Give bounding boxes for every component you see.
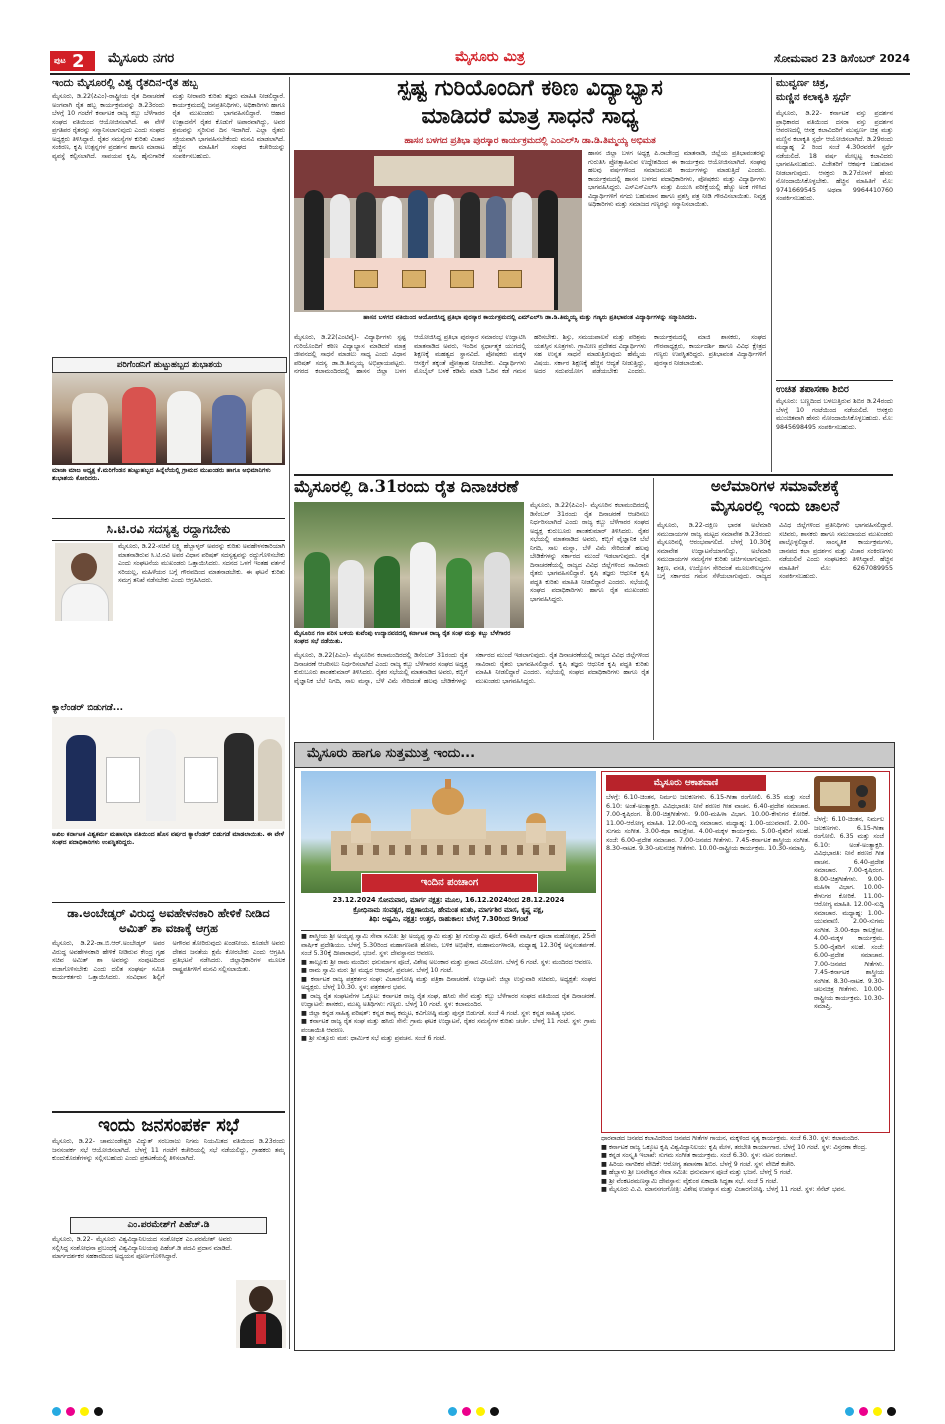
radio-icon <box>814 776 876 812</box>
panchanga-line-3: ತಿಥಿ: ಅಷ್ಟಮಿ, ನಕ್ಷತ್ರ: ಉತ್ತರ, ರಾಹುಕಾಲ: ಬೆಳಗ್ಗೆ 7.30ರಿಂದ 9ಗಂಟೆ <box>369 915 528 923</box>
events-list-continued: ಧಾರವಾಡದ ಜನಪದ ಕಲಾವಿದರಿಂದ ಜನಪದ ಗೀತೆಗಳ ಗಾಯನ, ಮಕ್ಕಳಿಂದ ನೃತ್ಯ ಕಾರ್ಯಕ್ರಮ. ಸಂಜೆ 6.30. ಸ್ಥಳ: ಕಲಾಮಂದಿರ. ■ ಕರ್ನಾಟಕ ರಾಜ್ಯ ಒಕ್ಕೂಟ ಕೃಷಿ ವಿಶ್ವವಿದ್ಯಾನಿಲಯ: ಕೃಷಿ ಮೇಳ, ತರಬೇತಿ ಕಾರ್ಯಾಗಾರ. ಬೆಳಗ್ಗೆ 10 ಗಂಟೆ. ಸ್ಥಳ: ವಿಸ್ತರಣಾ ಕೇಂದ್ರ. ■ ಕನ್ನಡ ಸಂಸ್ಕೃತಿ ಇಲಾಖೆ: ಸುಗಮ ಸಂಗೀತ ಕಾರ್ಯಕ್ರಮ. ಸಂಜೆ 6.30. ಸ್ಥಳ: ನಟನ ರಂಗಶಾಲೆ. ■ ಹಿರಿಯ ನಾಗರಿಕರ ವೇದಿಕೆ: ಆರೋಗ್ಯ ತಪಾಸಣಾ ಶಿಬಿರ. ಬೆಳಗ್ಗೆ 9 ಗಂಟೆ. ಸ್ಥಳ: ವೇದಿಕೆ ಕಚೇರಿ. ■ ಹೆಬ್ಬಾಳು ಶ್ರೀ ಬಸವೇಶ್ವರ ಸೇವಾ ಸಮಿತಿ: ಧನುರ್ಮಾಸ ಪೂಜೆ ಮತ್ತು ಭಜನೆ. ಬೆಳಗ್ಗೆ 5 ಗಂಟೆ. ■ ಶ್ರೀ ವೆಂಕಟರಮಣಸ್ವಾಮಿ ದೇವಸ್ಥಾನ: ವೈಕುಂಠ ಏಕಾದಶಿ ಸಿದ್ಧತಾ ಸಭೆ. ಸಂಜೆ 5 ಗಂಟೆ. ■ ಮೈಸೂರು ವಿ.ವಿ. ಮಾನಸಗಂಗೋತ್ರಿ: ವಿಶೇಷ ಉಪನ್ಯಾಸ ಮತ್ತು ವಿಚಾರಗೋಷ್ಠಿ. ಬೆಳಗ್ಗೆ 11 ಗಂಟೆ. ಸ್ಥಳ: ಸೆನೆಟ್ ಭವನ. <box>601 1135 868 1193</box>
phd-body: ಮೈಸೂರು, ಡಿ.22- ಮೈಸೂರು ವಿಶ್ವವಿದ್ಯಾನಿಲಯದ ಸಂಶೋಧಕ ಎಂ.ಪರಮೇಶ್ ಅವರು ಸಲ್ಲಿಸಿದ್ದ ಸಂಶೋಧನಾ ಪ್ರಬಂಧಕ್ಕೆ ವಿಶ್ವವಿದ್ಯಾನಿಲಯವು ಪಿಹೆಚ್.ಡಿ ಪದವಿ ಪ್ರದಾನ ಮಾಡಿದೆ. ಮಾರ್ಗದರ್ಶಕರ ಸಹಕಾರದಿಂದ ಅಧ್ಯಯನ ಪೂರ್ಣಗೊಳಿಸಿದ್ದಾರೆ. <box>52 1236 232 1260</box>
alemari-headline-line2: ಮೈಸೂರಲ್ಲಿ ಇಂದು ಚಾಲನೆ <box>710 497 840 515</box>
calendar-caption: ಅಖಿಲ ಕರ್ನಾಟಕ ವಿಶ್ವಕರ್ಮ ಮಹಾಸಭಾ ವತಿಯಿಂದ ಹೊಸ ವರ್ಷದ ಕ್ಯಾಲೆಂಡರ್ ಬಿಡುಗಡೆ ಮಾಡಲಾಯಿತು. ಈ ವೇಳೆ ಸಂಘದ ಪದಾಧಿಕಾರಿಗಳು ಉಪಸ್ಥಿತರಿದ್ದರು. <box>52 831 285 846</box>
reg-dot-magenta-2 <box>462 1407 471 1416</box>
farmers-photo <box>294 502 524 628</box>
birthday-photo <box>52 373 285 465</box>
calendar-photo <box>52 717 285 829</box>
muvvarna-headline-line2: ಮಣ್ಣಿನ ಕಲಾಕೃತಿ ಸ್ಪರ್ಧೆ <box>776 92 851 103</box>
panchanga-line-1: 23.12.2024 ಸೋಮವಾರ, ಮಾರ್ಗ ನಕ್ಷತ್ರ: ಮೂಲ, 16.12.2024ರಿಂದ 28.12.2024 <box>332 896 565 904</box>
events-title: ಮೈಸೂರು ಹಾಗೂ ಸುತ್ತಮುತ್ತ ಇಂದು... <box>307 746 476 761</box>
birthday-caption: ಮಾಜಾ ಮಾಜ ಅಧ್ಯಕ್ಷ ಕೆ.ಮರಿಗೆಂಡನ ಹುಟ್ಟುಹಬ್ಬದ ಹಿನ್ನೆಲೆಯಲ್ಲಿ ಗ್ರಾಮದ ಮುಖಂಡರು ಹಾಗೂ ಅಭಿಮಾನಿಗಳು ಶುಭಾಶಯ ಕೋರಿದರು. <box>52 467 271 482</box>
muvvarna-headline-line1: ಮುವ್ವರ್ಣ ಚಿತ್ರ, <box>776 78 829 89</box>
farmers-body-side: ಮೈಸೂರು, ಡಿ.22(ಪಿಎಂ)- ಮೈಸೂರಿನ ಕಲಾಮಂದಿರದಲ್ಲಿ ಡಿಸೆಂಬರ್ 31ರಂದು ರೈತ ದಿನಾಚರಣೆ ಆಚರಿಸಲು ನಿರ್ಧರಿಸಲಾಗಿದೆ ಎಂದು ರಾಜ್ಯ ಕಬ್ಬು ಬೆಳೆಗಾರರ ಸಂಘದ ಅಧ್ಯಕ್ಷ ಕುರುಬೂರು ಶಾಂತಕುಮಾರ್ ತಿಳಿಸಿದರು. ರೈತರ ಸಭೆಯಲ್ಲಿ ಮಾತನಾಡಿದ ಅವರು, ಕಬ್ಬಿಗೆ ವೈಜ್ಞಾನಿಕ ಬೆಲೆ ನಿಗದಿ, ಸಾಲ ಮನ್ನಾ, ಬೆಳೆ ವಿಮೆ ಸೇರಿದಂತೆ ಹಲವು ಬೇಡಿಕೆಗಳನ್ನು ಸರ್ಕಾರದ ಮುಂದೆ ಇಡಲಾಗುವುದು. ರೈತ ದಿನಾಚರಣೆಯಲ್ಲಿ ರಾಜ್ಯದ ವಿವಿಧ ಜಿಲ್ಲೆಗಳಿಂದ ಸಾವಿರಾರು ರೈತರು ಭಾಗವಹಿಸಲಿದ್ದಾರೆ. ಕೃಷಿ ತಜ್ಞರು ಆಧುನಿಕ ಕೃಷಿ ಪದ್ಧತಿ ಕುರಿತು ಮಾಹಿತಿ ನೀಡಲಿದ್ದಾರೆ ಎಂದರು. ಸಭೆಯಲ್ಲಿ ಸಂಘದ ಪದಾಧಿಕಾರಿಗಳು ಹಾಗೂ ರೈತ ಮುಖಂಡರು ಭಾಗವಹಿಸಿದ್ದರು. <box>530 502 649 603</box>
reg-dot-black <box>94 1407 103 1416</box>
reg-dot-black-3 <box>887 1407 896 1416</box>
farmers-headline: ಮೈಸೂರಲ್ಲಿ ಡಿ.31ರಂದು ರೈತ ದಿನಾಚರಣೆ <box>294 477 519 496</box>
reg-dot-magenta-3 <box>859 1407 868 1416</box>
radio-schedule: ಬೆಳಗ್ಗೆ: 6.10-ಚಿಂತನ, ನಿರ್ಮಲ ಜಲಕಣಗಳು. 6.15-ಗೀತಾ ರಂಗೋಲಿ. 6.35 ಮತ್ತು ಸಂಜೆ 6.10: ಅಂತೆ-ಅಂತ್ಯಾಕ್ಷರಿ. ವಿವಿಧಭಾರತಿ: ನೀನೆ ಶರಣರ ಗೀತ ವಾಚನ. 6.40-ಪ್ರದೇಶ ಸಮಾಚಾರ. 7.00-ಕೃಷಿರಂಗ. 8.00-ಚಿತ್ರಗೀತೆಗಳು. 9.00-ಮಹಿಳಾ ವಿಭಾಗ. 10.00-ಕೇಳುಗರ ಕೋರಿಕೆ. 11.00-ಆರೋಗ್ಯ ಮಾಹಿತಿ. 12.00-ಸುದ್ದಿ ಸಮಾಚಾರ. ಮಧ್ಯಾಹ್ನ: 1.00-ಯುವವಾಣಿ. 2.00-ಸುಗಮ ಸಂಗೀತ. 3.00-ಕಥಾ ಕಾಲಕ್ಷೇಪ. 4.00-ಮಕ್ಕಳ ಕಾರ್ಯಕ್ರಮ. 5.00-ರೈತರಿಗೆ ಸಲಹೆ. ಸಂಜೆ: 6.00-ಪ್ರದೇಶ ಸಮಾಚಾರ. 7.00-ಜನಪದ ಗೀತೆಗಳು. 7.45-ಕರ್ನಾಟಕ ಶಾಸ್ತ್ರೀಯ ಸಂಗೀತ. 8.30-ನಾಟಕ. 9.30-ಚಲನಚಿತ್ರ ಗೀತೆಗಳು. 10.00-ರಾಷ್ಟ್ರೀಯ ಕಾರ್ಯಕ್ರಮ. 10.30-ಸಮಾಪ್ತಿ. <box>606 794 810 852</box>
ctravi-body: ಮೈಸೂರು, ಡಿ.22-ಸಚಿವೆ ಲಕ್ಷ್ಮಿ ಹೆಬ್ಬಾಳ್ಕರ್ ಅವರನ್ನು ಕುರಿತು ಅವಹೇಳನಕಾರಿಯಾಗಿ ಮಾತನಾಡಿರುವ ಸಿ.ಟಿ.ರವಿ ಅವರ ವಿಧಾನ ಪರಿಷತ್ ಸದಸ್ಯತ್ವವನ್ನು ರದ್ದುಗೊಳಿಸಬೇಕು ಎಂದು ಸಂಘಟನೆಯ ಮುಖಂಡರು ಒತ್ತಾಯಿಸಿದರು. ಸದನದ ಒಳಗೆ ಇಂತಹ ವರ್ತನೆ ಸರಿಯಲ್ಲ, ಮಹಿಳೆಯರ ಬಗ್ಗೆ ಗೌರವದಿಂದ ಮಾತನಾಡಬೇಕು. ಈ ಘಟನೆ ಕುರಿತು ಸಮಗ್ರ ತನಿಖೆ ನಡೆಸಬೇಕು ಎಂದು ಆಗ್ರಹಿಸಿದರು. <box>118 543 285 584</box>
issue-date: ಸೋಮವಾರ 23 ಡಿಸೆಂಬರ್ 2024 <box>773 52 910 65</box>
panchanga-details <box>301 896 596 931</box>
page-number: 2 <box>72 51 85 72</box>
palace-photo <box>301 771 596 893</box>
camp-body: ಮೈಸೂರು: ಬಣ್ಣದಿಂದ ಬಳಲುತ್ತಿರುವ ಶಿಬಿರ ಡಿ.24ರಂದು ಬೆಳಗ್ಗೆ 10 ಗಂಟೆಯಿಂದ ನಡೆಯಲಿದೆ. ಆಸಕ್ತರು ಮುಂಚಿತವಾಗಿ ಹೆಸರು ನೋಂದಾಯಿಸಿಕೊಳ್ಳಬಹುದು. ಮೊ: 9845698495 ಸಂಪರ್ಕಿಸಬಹುದು. <box>776 398 893 431</box>
panchanga-title: ಇಂದಿನ ಪಂಚಾಂಗ <box>361 873 538 893</box>
farmers-caption: ಮೈಸೂರಿನ ಗಣ ಪರಿಸ ಬಳಿಯ ಕುವೆಂಪು ಉದ್ಯಾನವನದಲ್ಲಿ ಕರ್ನಾಟಕ ರಾಜ್ಯ ರೈತ ಸಂಘ ಮತ್ತು ಕಬ್ಬು ಬೆಳೆಗಾರರ ಸಂಘದ ಸಭೆ ನಡೆಯಿತು. <box>294 630 511 645</box>
section-name: ಮೈಸೂರು ನಗರ <box>108 51 175 66</box>
panchanga-line-2: ಕ್ರೋಧಿನಾಮ ಸಂವತ್ಸರ, ದಕ್ಷಿಣಾಯನ, ಹೇಮಂತ ಋತು, ಮಾರ್ಗಶಿರ ಮಾಸ, ಕೃಷ್ಣ ಪಕ್ಷ, <box>353 905 544 914</box>
left-lead-body: ಮೈಸೂರು, ಡಿ.22(ಪಿಎಂ)-ರಾಷ್ಟ್ರೀಯ ರೈತ ದಿನಾಚರಣೆ ಅಂಗವಾಗಿ ರೈತ ಹಬ್ಬ ಕಾರ್ಯಕ್ರಮವನ್ನು ಡಿ.23ರಂದು ಬೆಳಗ್ಗೆ 10 ಗಂಟೆಗೆ ಕರ್ನಾಟಕ ರಾಜ್ಯ ಕಬ್ಬು ಬೆಳೆಗಾರರ ಸಂಘದ ವತಿಯಿಂದ ಆಯೋಜಿಸಲಾಗಿದೆ. ಈ ವೇಳೆ ಪ್ರಗತಿಪರ ರೈತರನ್ನು ಸನ್ಮಾನಿಸಲಾಗುವುದು ಎಂದು ಸಂಘದ ಅಧ್ಯಕ್ಷರು ತಿಳಿಸಿದ್ದಾರೆ. ರೈತರ ಸಮಸ್ಯೆಗಳ ಕುರಿತು ವಿಚಾರ ಸಂಕಿರಣ, ಕೃಷಿ ಉತ್ಪನ್ನಗಳ ಪ್ರದರ್ಶನ ಹಾಗೂ ಮಾರಾಟ ವ್ಯವಸ್ಥೆ ಕಲ್ಪಿಸಲಾಗಿದೆ. ಸಾವಯವ ಕೃಷಿ, ಹೈನುಗಾರಿಕೆ ಮತ್ತು ನೀರಾವರಿ ಕುರಿತು ತಜ್ಞರು ಮಾಹಿತಿ ನೀಡಲಿದ್ದಾರೆ. ಕಾರ್ಯಕ್ರಮದಲ್ಲಿ ಜನಪ್ರತಿನಿಧಿಗಳು, ಅಧಿಕಾರಿಗಳು ಹಾಗೂ ರೈತ ಮುಖಂಡರು ಭಾಗವಹಿಸಲಿದ್ದಾರೆ. ಆಹಾರ ಉತ್ಪಾದನೆಗೆ ರೈತರ ಕೊಡುಗೆ ಅಪಾರವಾಗಿದ್ದು, ಅವರ ಶ್ರಮವನ್ನು ಸ್ಮರಿಸುವ ದಿನ ಇದಾಗಿದೆ. ಎಲ್ಲಾ ರೈತರು ಸಕ್ರಿಯವಾಗಿ ಭಾಗವಹಿಸಬೇಕೆಂದು ಮನವಿ ಮಾಡಲಾಗಿದೆ. ಹೆಚ್ಚಿನ ಮಾಹಿತಿಗೆ ಸಂಘದ ಕಚೇರಿಯನ್ನು ಸಂಪರ್ಕಿಸಬಹುದು. <box>52 93 285 160</box>
camp-headline: ಉಚಿತ ತಪಾಸಣಾ ಶಿಬಿರ <box>776 380 893 395</box>
reg-dot-yellow-2 <box>476 1407 485 1416</box>
lead-photo <box>294 150 582 312</box>
reg-dot-cyan <box>52 1407 61 1416</box>
masthead: ಮೈಸೂರು ಮಿತ್ರ <box>455 49 525 65</box>
reg-dot-cyan-3 <box>845 1407 854 1416</box>
farmers-body: ಮೈಸೂರು, ಡಿ.22(ಪಿಎಂ)- ಮೈಸೂರಿನ ಕಲಾಮಂದಿರದಲ್ಲಿ ಡಿಸೆಂಬರ್ 31ರಂದು ರೈತ ದಿನಾಚರಣೆ ಆಚರಿಸಲು ನಿರ್ಧರಿಸಲಾಗಿದೆ ಎಂದು ರಾಜ್ಯ ಕಬ್ಬು ಬೆಳೆಗಾರರ ಸಂಘದ ಅಧ್ಯಕ್ಷ ಕುರುಬೂರು ಶಾಂತಕುಮಾರ್ ತಿಳಿಸಿದರು. ರೈತರ ಸಭೆಯಲ್ಲಿ ಮಾತನಾಡಿದ ಅವರು, ಕಬ್ಬಿಗೆ ವೈಜ್ಞಾನಿಕ ಬೆಲೆ ನಿಗದಿ, ಸಾಲ ಮನ್ನಾ, ಬೆಳೆ ವಿಮೆ ಸೇರಿದಂತೆ ಹಲವು ಬೇಡಿಕೆಗಳನ್ನು ಸರ್ಕಾರದ ಮುಂದೆ ಇಡಲಾಗುವುದು. ರೈತ ದಿನಾಚರಣೆಯಲ್ಲಿ ರಾಜ್ಯದ ವಿವಿಧ ಜಿಲ್ಲೆಗಳಿಂದ ಸಾವಿರಾರು ರೈತರು ಭಾಗವಹಿಸಲಿದ್ದಾರೆ. ಕೃಷಿ ತಜ್ಞರು ಆಧುನಿಕ ಕೃಷಿ ಪದ್ಧತಿ ಕುರಿತು ಮಾಹಿತಿ ನೀಡಲಿದ್ದಾರೆ ಎಂದರು. ಸಭೆಯಲ್ಲಿ ಸಂಘದ ಪದಾಧಿಕಾರಿಗಳು ಹಾಗೂ ರೈತ ಮುಖಂಡರು ಭಾಗವಹಿಸಿದ್ದರು. <box>294 652 649 685</box>
lead-headline-line1: ಸ್ಪಷ್ಟ ಗುರಿಯೊಂದಿಗೆ ಕಠಿಣ ವಿದ್ಯಾಭ್ಯಾಸ <box>397 75 663 101</box>
ambedkar-headline: ಡಾ.ಅಂಬೇಡ್ಕರ್ ವಿರುದ್ಧ ಅವಹೇಳನಕಾರಿ ಹೇಳಿಕೆ ನೀಡಿದ ಅಮಿತ್ ಶಾ ವಜಾಕ್ಕೆ ಆಗ್ರಹ <box>52 902 285 936</box>
janasampark-body: ಮೈಸೂರು, ಡಿ.22- ಚಾಮುಂಡೇಶ್ವರಿ ವಿದ್ಯುತ್ ಸರಬರಾಜು ನಿಗಮ ನಿಯಮಿತದ ವತಿಯಿಂದ ಡಿ.23ರಂದು ಜನಸಂಪರ್ಕ ಸಭೆ ಆಯೋಜಿಸಲಾಗಿದೆ. ಬೆಳಗ್ಗೆ 11 ಗಂಟೆಗೆ ಕಚೇರಿಯಲ್ಲಿ ಸಭೆ ನಡೆಯಲಿದ್ದು, ಗ್ರಾಹಕರು ತಮ್ಮ ಕುಂದುಕೊರತೆಗಳನ್ನು ಸಲ್ಲಿಸಬಹುದು ಎಂದು ಪ್ರಕಟಣೆಯಲ್ಲಿ ತಿಳಿಸಲಾಗಿದೆ. <box>52 1138 285 1162</box>
phd-headline: ಎಂ.ಪರಮೇಶ್‌ಗೆ ಪಿಹೆಚ್.ಡಿ <box>70 1217 267 1234</box>
alemari-body: ಮೈಸೂರು, ಡಿ.22-ದಕ್ಷಿಣ ಭಾರತ ಅಲೆಮಾರಿ ಸಮುದಾಯಗಳ ರಾಜ್ಯ ಮಟ್ಟದ ಸಮಾವೇಶ ಡಿ.23ರಂದು ಮೈಸೂರಿನಲ್ಲಿ ಆರಂಭವಾಗಲಿದೆ. ಬೆಳಗ್ಗೆ 10.30ಕ್ಕೆ ಸಮಾವೇಶ ಉದ್ಘಾಟನೆಯಾಗಲಿದ್ದು, ಅಲೆಮಾರಿ ಸಮುದಾಯಗಳ ಸಮಸ್ಯೆಗಳ ಕುರಿತು ಚರ್ಚಿಸಲಾಗುವುದು. ಶಿಕ್ಷಣ, ವಸತಿ, ಉದ್ಯೋಗ ಸೇರಿದಂತೆ ಮೂಲಸೌಲಭ್ಯಗಳ ಬಗ್ಗೆ ಸರ್ಕಾರದ ಗಮನ ಸೆಳೆಯಲಾಗುವುದು. ರಾಜ್ಯದ ವಿವಿಧ ಜಿಲ್ಲೆಗಳಿಂದ ಪ್ರತಿನಿಧಿಗಳು ಭಾಗವಹಿಸಲಿದ್ದಾರೆ. ಸಚಿವರು, ಶಾಸಕರು ಹಾಗೂ ಸಮುದಾಯದ ಮುಖಂಡರು ಪಾಲ್ಗೊಳ್ಳಲಿದ್ದಾರೆ. ಸಾಂಸ್ಕೃತಿಕ ಕಾರ್ಯಕ್ರಮಗಳು, ಜಾನಪದ ಕಲಾ ಪ್ರದರ್ಶನ ಮತ್ತು ವಿಚಾರ ಸಂಕಿರಣಗಳು ನಡೆಯಲಿವೆ ಎಂದು ಸಂಘಟಕರು ತಿಳಿಸಿದ್ದಾರೆ. ಹೆಚ್ಚಿನ ಮಾಹಿತಿಗೆ ಮೊ: 6267089955 ಸಂಪರ್ಕಿಸಬಹುದು. <box>657 522 893 580</box>
reg-dot-black-2 <box>490 1407 499 1416</box>
reg-dot-yellow-3 <box>873 1407 882 1416</box>
reg-dot-cyan-2 <box>448 1407 457 1416</box>
lead-headline-line2: ಮಾಡಿದರೆ ಮಾತ್ರ ಸಾಧನೆ ಸಾಧ್ಯ <box>421 103 639 129</box>
alemari-headline-line1: ಅಲೆಮಾರಿಗಳ ಸಮಾವೇಶಕ್ಕೆ <box>710 477 840 495</box>
reg-dot-yellow <box>80 1407 89 1416</box>
radio-box <box>601 771 890 1133</box>
lead-subheadline: ಹಾಸನ ಬಳಗದ ಪ್ರತಿಭಾ ಪುರಸ್ಕಾರ ಕಾರ್ಯಕ್ರಮದಲ್ಲಿ ಎಂಎಲ್‌ಸಿ ಡಾ.ಡಿ.ತಿಮ್ಮಯ್ಯ ಅಭಿಮತ <box>404 136 656 146</box>
ctravi-portrait <box>55 543 113 621</box>
reg-dot-magenta <box>66 1407 75 1416</box>
lead-body-bottom: ಮೈಸೂರು, ಡಿ.22(ಎಂಟಿವೈ)- ವಿದ್ಯಾರ್ಥಿಗಳು ಸ್ಪಷ್ಟ ಗುರಿಯೊಂದಿಗೆ ಕಠಿಣ ವಿದ್ಯಾಭ್ಯಾಸ ಮಾಡಿದರೆ ಮಾತ್ರ ಜೀವನದಲ್ಲಿ ಸಾಧನೆ ಮಾಡಲು ಸಾಧ್ಯ ಎಂದು ವಿಧಾನ ಪರಿಷತ್ ಸದಸ್ಯ ಡಾ.ಡಿ.ತಿಮ್ಮಯ್ಯ ಅಭಿಪ್ರಾಯಪಟ್ಟರು. ನಗರದ ಕಲಾಮಂದಿರದಲ್ಲಿ ಹಾಸನ ಜಿಲ್ಲಾ ಬಳಗ ಆಯೋಜಿಸಿದ್ದ ಪ್ರತಿಭಾ ಪುರಸ್ಕಾರ ಸಮಾರಂಭ ಉದ್ಘಾಟಿಸಿ ಮಾತನಾಡಿದ ಅವರು, ಇಂದಿನ ಸ್ಪರ್ಧಾತ್ಮಕ ಯುಗದಲ್ಲಿ ಶಿಕ್ಷಣಕ್ಕೆ ಮಹತ್ವದ ಸ್ಥಾನವಿದೆ. ಪೋಷಕರು ಮಕ್ಕಳ ಆಸಕ್ತಿಗೆ ತಕ್ಕಂತೆ ಪ್ರೋತ್ಸಾಹ ನೀಡಬೇಕು. ವಿದ್ಯಾರ್ಥಿಗಳು ಮೊಬೈಲ್ ಬಳಕೆ ಕಡಿಮೆ ಮಾಡಿ ಓದಿನ ಕಡೆ ಗಮನ ಹರಿಸಬೇಕು. ಶಿಸ್ತು, ಸಮಯಪಾಲನೆ ಮತ್ತು ಪರಿಶ್ರಮ ಯಶಸ್ಸಿನ ಸೂತ್ರಗಳು. ಗ್ರಾಮೀಣ ಪ್ರದೇಶದ ವಿದ್ಯಾರ್ಥಿಗಳು ಸಹ ಉನ್ನತ ಸಾಧನೆ ಮಾಡುತ್ತಿರುವುದು ಹೆಮ್ಮೆಯ ವಿಷಯ. ಸರ್ಕಾರ ಶಿಕ್ಷಣಕ್ಕೆ ಹೆಚ್ಚಿನ ಆದ್ಯತೆ ನೀಡುತ್ತಿದ್ದು, ಅದರ ಸದುಪಯೋಗ ಪಡೆಯಬೇಕು ಎಂದರು. ಕಾರ್ಯಕ್ರಮದಲ್ಲಿ ಮಾಜಿ ಶಾಸಕರು, ಸಂಘದ ಗೌರವಾಧ್ಯಕ್ಷರು, ಕಾರ್ಯದರ್ಶಿ ಹಾಗೂ ವಿವಿಧ ಕ್ಷೇತ್ರದ ಗಣ್ಯರು ಉಪಸ್ಥಿತರಿದ್ದರು. ಪ್ರತಿಭಾವಂತ ವಿದ್ಯಾರ್ಥಿಗಳಿಗೆ ಪುರಸ್ಕಾರ ನೀಡಲಾಯಿತು. <box>294 334 766 375</box>
events-title-bar <box>295 743 894 768</box>
birthday-headline: ಪರಿಗೆಂಡನಿಗೆ ಹುಟ್ಟುಹಬ್ಬದ ಶುಭಾಶಯ <box>52 357 287 373</box>
page-label-text: ಪುಟ <box>54 56 66 65</box>
phd-portrait <box>236 1280 286 1348</box>
calendar-headline: ಕ್ಯಾಲೆಂಡರ್ ಬಿಡುಗಡೆ... <box>52 703 124 713</box>
radio-schedule-side: ಬೆಳಗ್ಗೆ: 6.10-ಚಿಂತನ, ನಿರ್ಮಲ ಜಲಕಣಗಳು. 6.15-ಗೀತಾ ರಂಗೋಲಿ. 6.35 ಮತ್ತು ಸಂಜೆ 6.10: ಅಂತೆ-ಅಂತ್ಯಾಕ್ಷರಿ. ವಿವಿಧಭಾರತಿ: ನೀನೆ ಶರಣರ ಗೀತ ವಾಚನ. 6.40-ಪ್ರದೇಶ ಸಮಾಚಾರ. 7.00-ಕೃಷಿರಂಗ. 8.00-ಚಿತ್ರಗೀತೆಗಳು. 9.00-ಮಹಿಳಾ ವಿಭಾಗ. 10.00-ಕೇಳುಗರ ಕೋರಿಕೆ. 11.00-ಆರೋಗ್ಯ ಮಾಹಿತಿ. 12.00-ಸುದ್ದಿ ಸಮಾಚಾರ. ಮಧ್ಯಾಹ್ನ: 1.00-ಯುವವಾಣಿ. 2.00-ಸುಗಮ ಸಂಗೀತ. 3.00-ಕಥಾ ಕಾಲಕ್ಷೇಪ. 4.00-ಮಕ್ಕಳ ಕಾರ್ಯಕ್ರಮ. 5.00-ರೈತರಿಗೆ ಸಲಹೆ. ಸಂಜೆ: 6.00-ಪ್ರದೇಶ ಸಮಾಚಾರ. 7.00-ಜನಪದ ಗೀತೆಗಳು. 7.45-ಕರ್ನಾಟಕ ಶಾಸ್ತ್ರೀಯ ಸಂಗೀತ. 8.30-ನಾಟಕ. 9.30-ಚಲನಚಿತ್ರ ಗೀತೆಗಳು. 10.00-ರಾಷ್ಟ್ರೀಯ ಕಾರ್ಯಕ್ರಮ. 10.30-ಸಮಾಪ್ತಿ. <box>814 816 884 1010</box>
radio-title: ಮೈಸೂರು ಆಕಾಶವಾಣಿ <box>606 775 766 791</box>
page-label <box>50 51 95 71</box>
lead-body-right: ಹಾಸನ ಜಿಲ್ಲಾ ಬಳಗ ಅಧ್ಯಕ್ಷ ಪಿ.ರಾಜೇಂದ್ರ ಮಾತನಾಡಿ, ಜಿಲ್ಲೆಯ ಪ್ರತಿಭಾವಂತರನ್ನು ಗುರುತಿಸಿ ಪ್ರೋತ್ಸಾಹಿಸುವ ಉದ್ದೇಶದಿಂದ ಈ ಕಾರ್ಯಕ್ರಮ ಆಯೋಜಿಸಲಾಗಿದೆ. ಸಂಘವು ಹಲವು ವರ್ಷಗಳಿಂದ ಸಮಾಜಮುಖಿ ಕಾರ್ಯಗಳನ್ನು ಮಾಡುತ್ತಿದೆ ಎಂದರು. ಕಾರ್ಯಕ್ರಮದಲ್ಲಿ ಹಾಸನ ಬಳಗದ ಪದಾಧಿಕಾರಿಗಳು, ಪೋಷಕರು ಮತ್ತು ವಿದ್ಯಾರ್ಥಿಗಳು ಭಾಗವಹಿಸಿದ್ದರು. ಎಸ್‌ಎಸ್‌ಎಲ್‌ಸಿ ಮತ್ತು ಪಿಯುಸಿ ಪರೀಕ್ಷೆಯಲ್ಲಿ ಹೆಚ್ಚು ಅಂಕ ಗಳಿಸಿದ ವಿದ್ಯಾರ್ಥಿಗಳಿಗೆ ನಗದು ಬಹುಮಾನ ಹಾಗೂ ಪ್ರಶಸ್ತಿ ಪತ್ರ ನೀಡಿ ಗೌರವಿಸಲಾಯಿತು. ನಿವೃತ್ತ ಅಧಿಕಾರಿಗಳು ಮತ್ತು ಸಮಾಜದ ಗಣ್ಯರನ್ನು ಸನ್ಮಾನಿಸಲಾಯಿತು. <box>588 150 766 208</box>
ambedkar-body: ಮೈಸೂರು, ಡಿ.22-ಡಾ.ಬಿ.ಆರ್.ಅಂಬೇಡ್ಕರ್ ಅವರ ವಿರುದ್ಧ ಅವಹೇಳನಕಾರಿ ಹೇಳಿಕೆ ನೀಡಿರುವ ಕೇಂದ್ರ ಗೃಹ ಸಚಿವ ಅಮಿತ್ ಶಾ ಅವರನ್ನು ಸಂಪುಟದಿಂದ ವಜಾಗೊಳಿಸಬೇಕು ಎಂದು ದಲಿತ ಸಂಘರ್ಷ ಸಮಿತಿ ಕಾರ್ಯಕರ್ತರು ಒತ್ತಾಯಿಸಿದರು. ಸಂವಿಧಾನ ಶಿಲ್ಪಿಗೆ ಅಗೌರವ ತೋರಿರುವುದು ಖಂಡನೀಯ. ಕೂಡಲೇ ಅವರು ದೇಶದ ಜನತೆಯ ಕ್ಷಮೆ ಕೋರಬೇಕು ಎಂದು ಆಗ್ರಹಿಸಿ ಪ್ರತಿಭಟನೆ ನಡೆಸಿದರು. ಜಿಲ್ಲಾಧಿಕಾರಿಗಳ ಮೂಲಕ ರಾಷ್ಟ್ರಪತಿಗಳಿಗೆ ಮನವಿ ಸಲ್ಲಿಸಲಾಯಿತು. <box>52 940 285 981</box>
lead-photo-caption: ಹಾಸನ ಬಳಗದ ವತಿಯಿಂದ ಆಯೋಜಿಸಿದ್ದ ಪ್ರತಿಭಾ ಪುರಸ್ಕಾರ ಕಾರ್ಯಕ್ರಮದಲ್ಲಿ ಎಮ್‌ಎಲ್‌ಸಿ ಡಾ.ಡಿ.ತಿಮ್ಮಯ್ಯ ಮತ್ತು ಗಣ್ಯರು ಪ್ರತಿಭಾವಂತ ವಿದ್ಯಾರ್ಥಿಗಳನ್ನು ಸನ್ಮಾನಿಸಿದರು. <box>363 314 697 321</box>
events-panel <box>294 742 895 1351</box>
left-lead-headline: ಇಂದು ಮೈಸೂರಲ್ಲಿ ವಿಶ್ವ ರೈತದಿನ-ರೈತ ಹಬ್ಬ <box>52 77 198 89</box>
events-list: ■ ಶಾಸ್ತ್ರೀಯ ಶ್ರೀ ಅಯ್ಯಪ್ಪ ಸ್ವಾಮಿ ಸೇವಾ ಸಮಿತಿ: ಶ್ರೀ ಅಯ್ಯಪ್ಪ ಸ್ವಾಮಿ ಮತ್ತು ಶ್ರೀ ಗುರುಸ್ವಾಮಿ ಪೂಜೆ, 64ನೇ ವಾರ್ಷಿಕ ಪೂಜಾ ಮಹೋತ್ಸವ, 25ನೇ ವಾರ್ಷಿಕ ಪ್ರದೇಶಿಯಂ. ಬೆಳಗ್ಗೆ 5.30ರಿಂದ ಮಹಾಗಣಪತಿ ಹೋಮ, ಬಳಿಕ ಅಭಿಷೇಕ, ಮಹಾಮಂಗಳಾರತಿ, ಮಧ್ಯಾಹ್ನ 12.30ಕ್ಕೆ ಅನ್ನಸಂತರ್ಪಣೆ. ಸಂಜೆ 5.30ಕ್ಕೆ ದೀಪಾರಾಧನೆ, ಭಜನೆ. ಸ್ಥಳ: ದೇವಸ್ಥಾನದ ಆವರಣ. ■ ತಾಲ್ಲೂಕು ಶ್ರೀ ರಾಮ ಮಂದಿರ: ಧನುರ್ಮಾಸ ಪೂಜೆ, ವಿಶೇಷ ಅಲಂಕಾರ ಮತ್ತು ಪ್ರಸಾದ ವಿನಿಯೋಗ. ಬೆಳಗ್ಗೆ 6 ಗಂಟೆ. ಸ್ಥಳ: ಮಂದಿರದ ಆವರಣ. ■ ರಾಮ ಸ್ವಾಮಿ ಮಠ: ಶ್ರೀ ಮಧ್ವರ ಆರಾಧನೆ, ಪ್ರವಚನ. ಬೆಳಗ್ಗೆ 10 ಗಂಟೆ. ■ ಕರ್ನಾಟಕ ರಾಜ್ಯ ಪತ್ರಕರ್ತರ ಸಂಘ: ವಿಚಾರಗೋಷ್ಠಿ ಮತ್ತು ಪತ್ರಿಕಾ ದಿನಾಚರಣೆ. ಉದ್ಘಾಟನೆ: ಜಿಲ್ಲಾ ಉಸ್ತುವಾರಿ ಸಚಿವರು, ಅಧ್ಯಕ್ಷತೆ: ಸಂಘದ ಅಧ್ಯಕ್ಷರು. ಬೆಳಗ್ಗೆ 10.30. ಸ್ಥಳ: ಪತ್ರಕರ್ತರ ಭವನ. ■ ರಾಜ್ಯ ರೈತ ಸಂಘಟನೆಗಳ ಒಕ್ಕೂಟ: ಕರ್ನಾಟಕ ರಾಜ್ಯ ರೈತ ಸಂಘ, ಹಸಿರು ಸೇನೆ ಮತ್ತು ಕಬ್ಬು ಬೆಳೆಗಾರರ ಸಂಘದ ವತಿಯಿಂದ ರೈತ ದಿನಾಚರಣೆ. ಉದ್ಘಾಟನೆ: ಶಾಸಕರು, ಮುಖ್ಯ ಅತಿಥಿಗಳು: ಗಣ್ಯರು. ಬೆಳಗ್ಗೆ 10 ಗಂಟೆ. ಸ್ಥಳ: ಕಲಾಮಂದಿರ. ■ ಜಿಲ್ಲಾ ಕನ್ನಡ ಸಾಹಿತ್ಯ ಪರಿಷತ್: ಕನ್ನಡ ಕಾವ್ಯ ಕಮ್ಮಟ, ಕವಿಗೋಷ್ಠಿ ಮತ್ತು ಪುಸ್ತಕ ಬಿಡುಗಡೆ. ಸಂಜೆ 4 ಗಂಟೆ. ಸ್ಥಳ: ಕನ್ನಡ ಸಾಹಿತ್ಯ ಭವನ. ■ ಕರ್ನಾಟಕ ರಾಜ್ಯ ರೈತ ಸಂಘ ಮತ್ತು ಹಸಿರು ಸೇನೆ: ಗ್ರಾಮ ಘಟಕ ಉದ್ಘಾಟನೆ, ರೈತರ ಸಮಸ್ಯೆಗಳ ಕುರಿತು ಚರ್ಚೆ. ಬೆಳಗ್ಗೆ 11 ಗಂಟೆ. ಸ್ಥಳ: ಗ್ರಾಮ ಪಂಚಾಯಿತಿ ಆವರಣ. ■ ಶ್ರೀ ಸುತ್ತೂರು ಮಠ: ಧಾರ್ಮಿಕ ಸಭೆ ಮತ್ತು ಪ್ರವಚನ. ಸಂಜೆ 6 ಗಂಟೆ. <box>301 933 596 1042</box>
ctravi-headline: ಸಿ.ಟಿ.ರವಿ ಸದಸ್ಯತ್ವ ರದ್ದಾಗಬೇಕು <box>52 518 285 541</box>
muvvarna-body: ಮೈಸೂರು, ಡಿ.22- ಕರ್ನಾಟಕ ವಸ್ತು ಪ್ರದರ್ಶನ ಪ್ರಾಧಿಕಾರದ ವತಿಯಿಂದ ದಸರಾ ವಸ್ತು ಪ್ರದರ್ಶನ ಆವರಣದಲ್ಲಿ ಆಸಕ್ತ ಕಲಾವಿದರಿಗೆ ಮುವ್ವರ್ಣ ಚಿತ್ರ ಮತ್ತು ಮಣ್ಣಿನ ಕಲಾಕೃತಿ ಸ್ಪರ್ಧೆ ಆಯೋಜಿಸಲಾಗಿದೆ. ಡಿ.29ರಂದು ಮಧ್ಯಾಹ್ನ 2 ರಿಂದ ಸಂಜೆ 4.30ರವರೆಗೆ ಸ್ಪರ್ಧೆ ನಡೆಯಲಿದೆ. 18 ವರ್ಷ ಮೇಲ್ಪಟ್ಟ ಕಲಾವಿದರು ಭಾಗವಹಿಸಬಹುದು. ವಿಜೇತರಿಗೆ ಆಕರ್ಷಕ ಬಹುಮಾನ ನೀಡಲಾಗುವುದು. ಆಸಕ್ತರು ಡಿ.27ರೊಳಗೆ ಹೆಸರು ನೋಂದಾಯಿಸಿಕೊಳ್ಳಬೇಕು. ಹೆಚ್ಚಿನ ಮಾಹಿತಿಗೆ ಮೊ: 9741669545 ಅಥವಾ 9964410760 ಸಂಪರ್ಕಿಸಬಹುದು. <box>776 110 893 202</box>
janasampark-headline: ಇಂದು ಜನಸಂಪರ್ಕ ಸಭೆ <box>52 1111 285 1136</box>
header-bar <box>50 48 910 75</box>
